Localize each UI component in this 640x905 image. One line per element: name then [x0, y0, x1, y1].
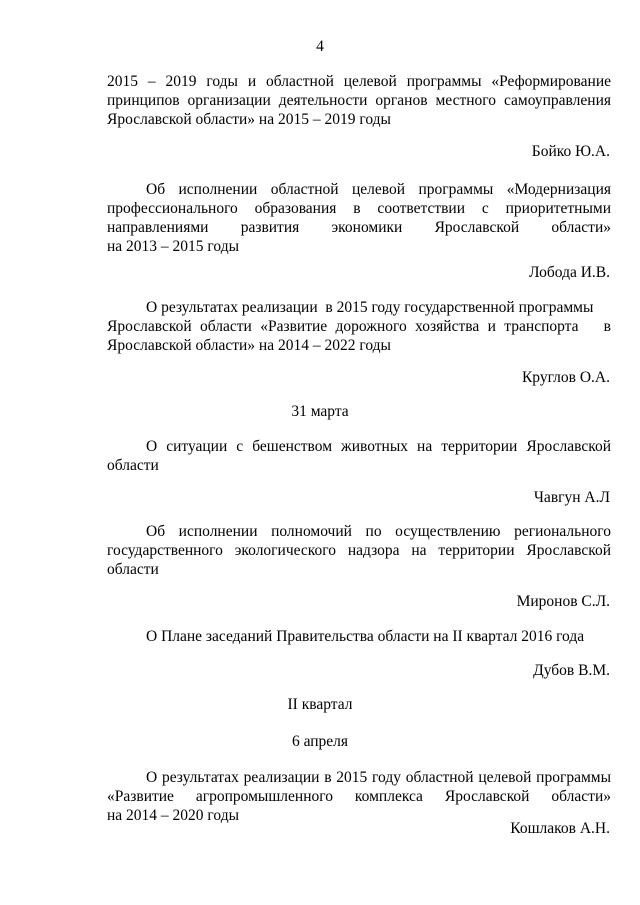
- agenda-item-text: [107, 768, 611, 825]
- text-line: О результатах реализации в 2015 году областной целевой программы: [146, 769, 611, 786]
- text-line: «Развитие агропромышленного комплекса Ярославской области»: [107, 788, 611, 805]
- meeting-date: 6 апреля: [291, 733, 349, 750]
- responsible-person: Дубов В.М.: [533, 662, 610, 679]
- responsible-person: Кошлаков А.Н.: [510, 820, 610, 837]
- text-line: 2015 – 2019 годы и областной целевой программы «Реформирование: [107, 73, 611, 90]
- text-line: на 2014 – 2020 годы: [107, 807, 239, 824]
- text-line: области: [107, 457, 159, 474]
- responsible-person: Чавгун А.Л: [533, 489, 610, 506]
- text-line: Ярославской области» на 2015 – 2019 годы: [107, 111, 391, 128]
- page-number: 4: [316, 38, 324, 55]
- responsible-person: Бойко Ю.А.: [531, 143, 610, 160]
- agenda-item-text: [107, 180, 611, 256]
- text-line: О результатах реализации в 2015 году государственной программы: [146, 299, 594, 316]
- agenda-item-text: [107, 437, 611, 475]
- text-line: Ярославской области «Развитие дорожного хозяйства и транспорта в: [107, 318, 611, 335]
- text-line: Об исполнении областной целевой программы «Модернизация: [146, 181, 611, 198]
- text-line: профессионального образования в соответствии с приоритетными: [107, 200, 611, 217]
- agenda-item-text: [107, 522, 611, 579]
- responsible-person: Миронов С.Л.: [516, 593, 610, 610]
- text-line: на 2013 – 2015 годы: [107, 238, 239, 255]
- text-line: направлениями развития экономики Ярославской области»: [107, 219, 611, 236]
- agenda-item-text: [107, 627, 611, 646]
- agenda-item-text: [107, 298, 611, 355]
- quarter-heading: II квартал: [287, 696, 353, 713]
- text-line: Об исполнении полномочий по осуществлению регионального: [146, 523, 611, 540]
- text-line: Ярославской области» на 2014 – 2022 годы: [107, 337, 391, 354]
- text-line: О ситуации с бешенством животных на территории Ярославской: [146, 438, 611, 455]
- text-line: принципов организации деятельности органов местного самоуправления: [107, 92, 611, 109]
- responsible-person: Круглов О.А.: [521, 369, 610, 386]
- text-line: государственного экологического надзора на территории Ярославской: [107, 542, 611, 559]
- agenda-item-text: [107, 72, 611, 129]
- responsible-person: Лобода И.В.: [529, 264, 610, 281]
- meeting-date: 31 марта: [291, 403, 349, 420]
- text-line: области: [107, 561, 159, 578]
- text-line: О Плане заседаний Правительства области на II квартал 2016 года: [146, 628, 585, 645]
